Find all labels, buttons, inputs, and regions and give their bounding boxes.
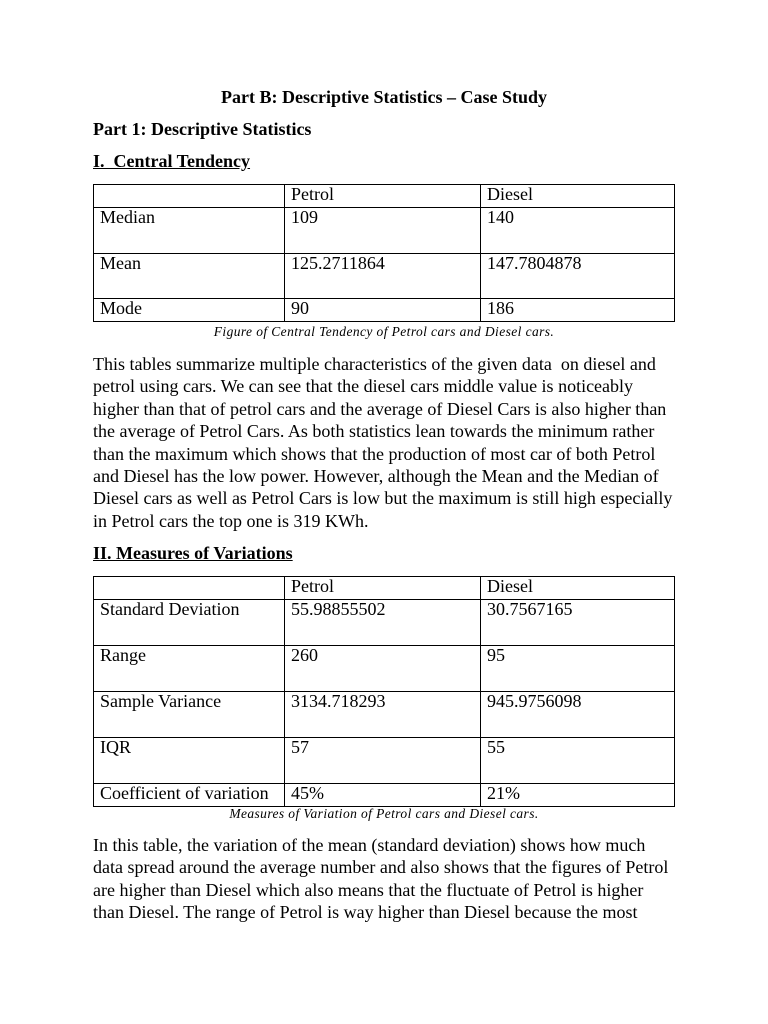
table-row (94, 784, 675, 807)
paragraph-measures-of-variation (93, 834, 733, 924)
row-label: Standard Deviation (94, 600, 285, 646)
row-label: Coefficient of variation (94, 784, 285, 807)
petrol-value: 57 (285, 738, 481, 784)
diesel-value: 186 (481, 299, 675, 322)
table-row (94, 692, 675, 738)
diesel-value: 140 (481, 208, 675, 254)
column-header-diesel: Diesel (481, 185, 675, 208)
table-caption-central-tendency: Figure of Central Tendency of Petrol cars and Diesel cars. (213, 324, 555, 339)
paragraph-line: than Diesel. The range of Petrol is way higher than Diesel because the most (93, 902, 638, 923)
petrol-value: 125.2711864 (285, 254, 481, 299)
section-heading-measures-of-variations: II. Measures of Variations (93, 543, 293, 563)
column-header-diesel: Diesel (481, 577, 675, 600)
petrol-value: 109 (285, 208, 481, 254)
diesel-value: 55 (481, 738, 675, 784)
table-row (94, 299, 675, 322)
row-label: Median (94, 208, 285, 254)
diesel-value: 147.7804878 (481, 254, 675, 299)
table-row (94, 738, 675, 784)
table-caption-measures-of-variation: Measures of Variation of Petrol cars and Diesel cars. (229, 806, 539, 821)
diesel-value: 21% (481, 784, 675, 807)
measures-of-variation-table (93, 576, 675, 807)
document-title: Part B: Descriptive Statistics – Case Study (221, 87, 547, 107)
paragraph-line: Diesel cars as well as Petrol Cars is low but the maximum is still high especially (93, 488, 673, 509)
table-header-row (94, 185, 675, 208)
petrol-value: 45% (285, 784, 481, 807)
petrol-value: 55.98855502 (285, 600, 481, 646)
central-tendency-table (93, 184, 675, 322)
paragraph-line: in Petrol cars the top one is 319 KWh. (93, 510, 369, 531)
paragraph-line: higher than that of petrol cars and the average of Diesel Cars is also higher than (93, 398, 667, 419)
row-label: IQR (94, 738, 285, 784)
petrol-value: 3134.718293 (285, 692, 481, 738)
diesel-value: 95 (481, 646, 675, 692)
paragraph-line: This tables summarize multiple characteristics of the given data on diesel and (93, 354, 656, 374)
paragraph-line: the average of Petrol Cars. As both statistics lean towards the minimum rather (93, 421, 655, 442)
row-label: Range (94, 646, 285, 692)
table-row (94, 646, 675, 692)
paragraph-line: are higher than Diesel which also means that the fluctuate of Petrol is higher (93, 879, 644, 900)
paragraph-central-tendency (93, 353, 733, 532)
section-heading-central-tendency: I. Central Tendency (93, 151, 251, 171)
row-label: Mean (94, 254, 285, 299)
table-row (94, 208, 675, 254)
paragraph-line: than the maximum which shows that the production of most car of both Petrol (93, 443, 656, 464)
table-row (94, 254, 675, 299)
column-header-petrol: Petrol (285, 577, 481, 600)
petrol-value: 90 (285, 299, 481, 322)
diesel-value: 945.9756098 (481, 692, 675, 738)
paragraph-line: petrol using cars. We can see that the diesel cars middle value is noticeably (93, 376, 634, 397)
header-empty-cell (94, 185, 285, 208)
table-header-row (94, 577, 675, 600)
column-header-petrol: Petrol (285, 185, 481, 208)
diesel-value: 30.7567165 (481, 600, 675, 646)
row-label: Sample Variance (94, 692, 285, 738)
table-row (94, 600, 675, 646)
paragraph-line: and Diesel has the low power. However, although the Mean and the Median of (93, 466, 659, 487)
petrol-value: 260 (285, 646, 481, 692)
row-label: Mode (94, 299, 285, 322)
header-empty-cell (94, 577, 285, 600)
paragraph-line: data spread around the average number and also shows that the figures of Petrol (93, 857, 669, 878)
part-heading: Part 1: Descriptive Statistics (93, 119, 312, 139)
paragraph-line: In this table, the variation of the mean (standard deviation) shows how much (93, 835, 646, 855)
